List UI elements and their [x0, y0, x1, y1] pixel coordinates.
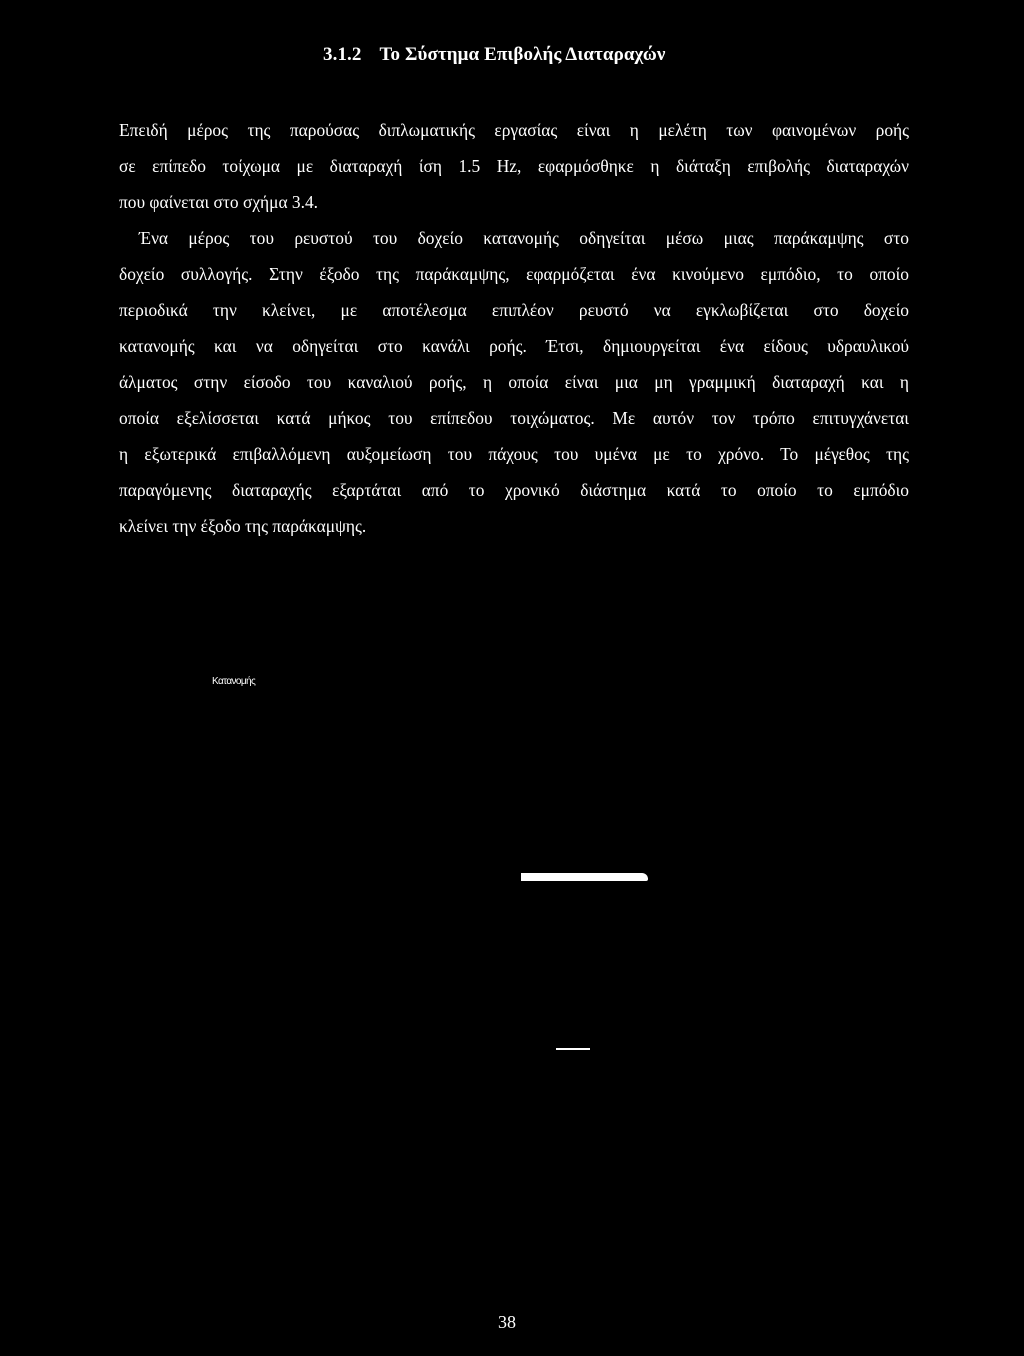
paragraph [119, 112, 909, 544]
section-heading [323, 44, 665, 66]
paragraph-line: Επειδή μέρος της παρούσας διπλωματικής εργασίας είναι η μελέτη των φαινομένων ροής [119, 120, 909, 140]
paragraph-line: περιοδικά την κλείνει, με αποτέλεσμα επιπλέον ρευστό να εγκλωβίζεται στο δοχείο [119, 300, 909, 320]
paragraph-line: η εξωτερικά επιβαλλόμενη αυξομείωση του πάχους του υμένα με το χρόνο. Το μέγεθος της [119, 444, 909, 464]
paragraph-line: άλματος στην είσοδο του καναλιού ροής, η οποία είναι μια μη γραμμική διαταραχή και η [119, 372, 909, 392]
section-number: 3.1.2 [323, 44, 362, 65]
paragraph-line: οποία εξελίσσεται κατά μήκος του επίπεδου τοιχώματος. Με αυτόν τον τρόπο επιτυγχάνεται [119, 408, 909, 428]
figure-label: Κατανομής [212, 676, 256, 687]
paragraph-line: κλείνει την έξοδο της παράκαμψης. [119, 516, 367, 536]
paragraph-line: δοχείο συλλογής. Στην έξοδο της παράκαμψης, εφαρμόζεται ένα κινούμενο εμπόδιο, το οποίο [119, 264, 909, 284]
figure-dash [556, 1048, 590, 1050]
paragraph-line: παραγόμενης διαταραχής εξαρτάται από το χρονικό διάστημα κατά το οποίο το εμπόδιο [119, 480, 909, 500]
paragraph-line: που φαίνεται στο σχήμα 3.4. [119, 192, 319, 212]
figure-bar [521, 873, 648, 881]
paragraph-line: κατανομής και να οδηγείται στο κανάλι ροής. Έτσι, δημιουργείται ένα είδους υδραυλικού [119, 336, 909, 356]
paragraph-line: Ένα μέρος του ρευστού του δοχείο κατανομής οδηγείται μέσω μιας παράκαμψης στο [139, 228, 909, 248]
page-number: 38 [498, 1312, 516, 1332]
section-title: Το Σύστημα Επιβολής Διαταραχών [379, 44, 666, 65]
paragraph-line: σε επίπεδο τοίχωμα με διαταραχή ίση 1.5 Hz, εφαρμόσθηκε η διάταξη επιβολής διαταραχών [119, 156, 909, 176]
